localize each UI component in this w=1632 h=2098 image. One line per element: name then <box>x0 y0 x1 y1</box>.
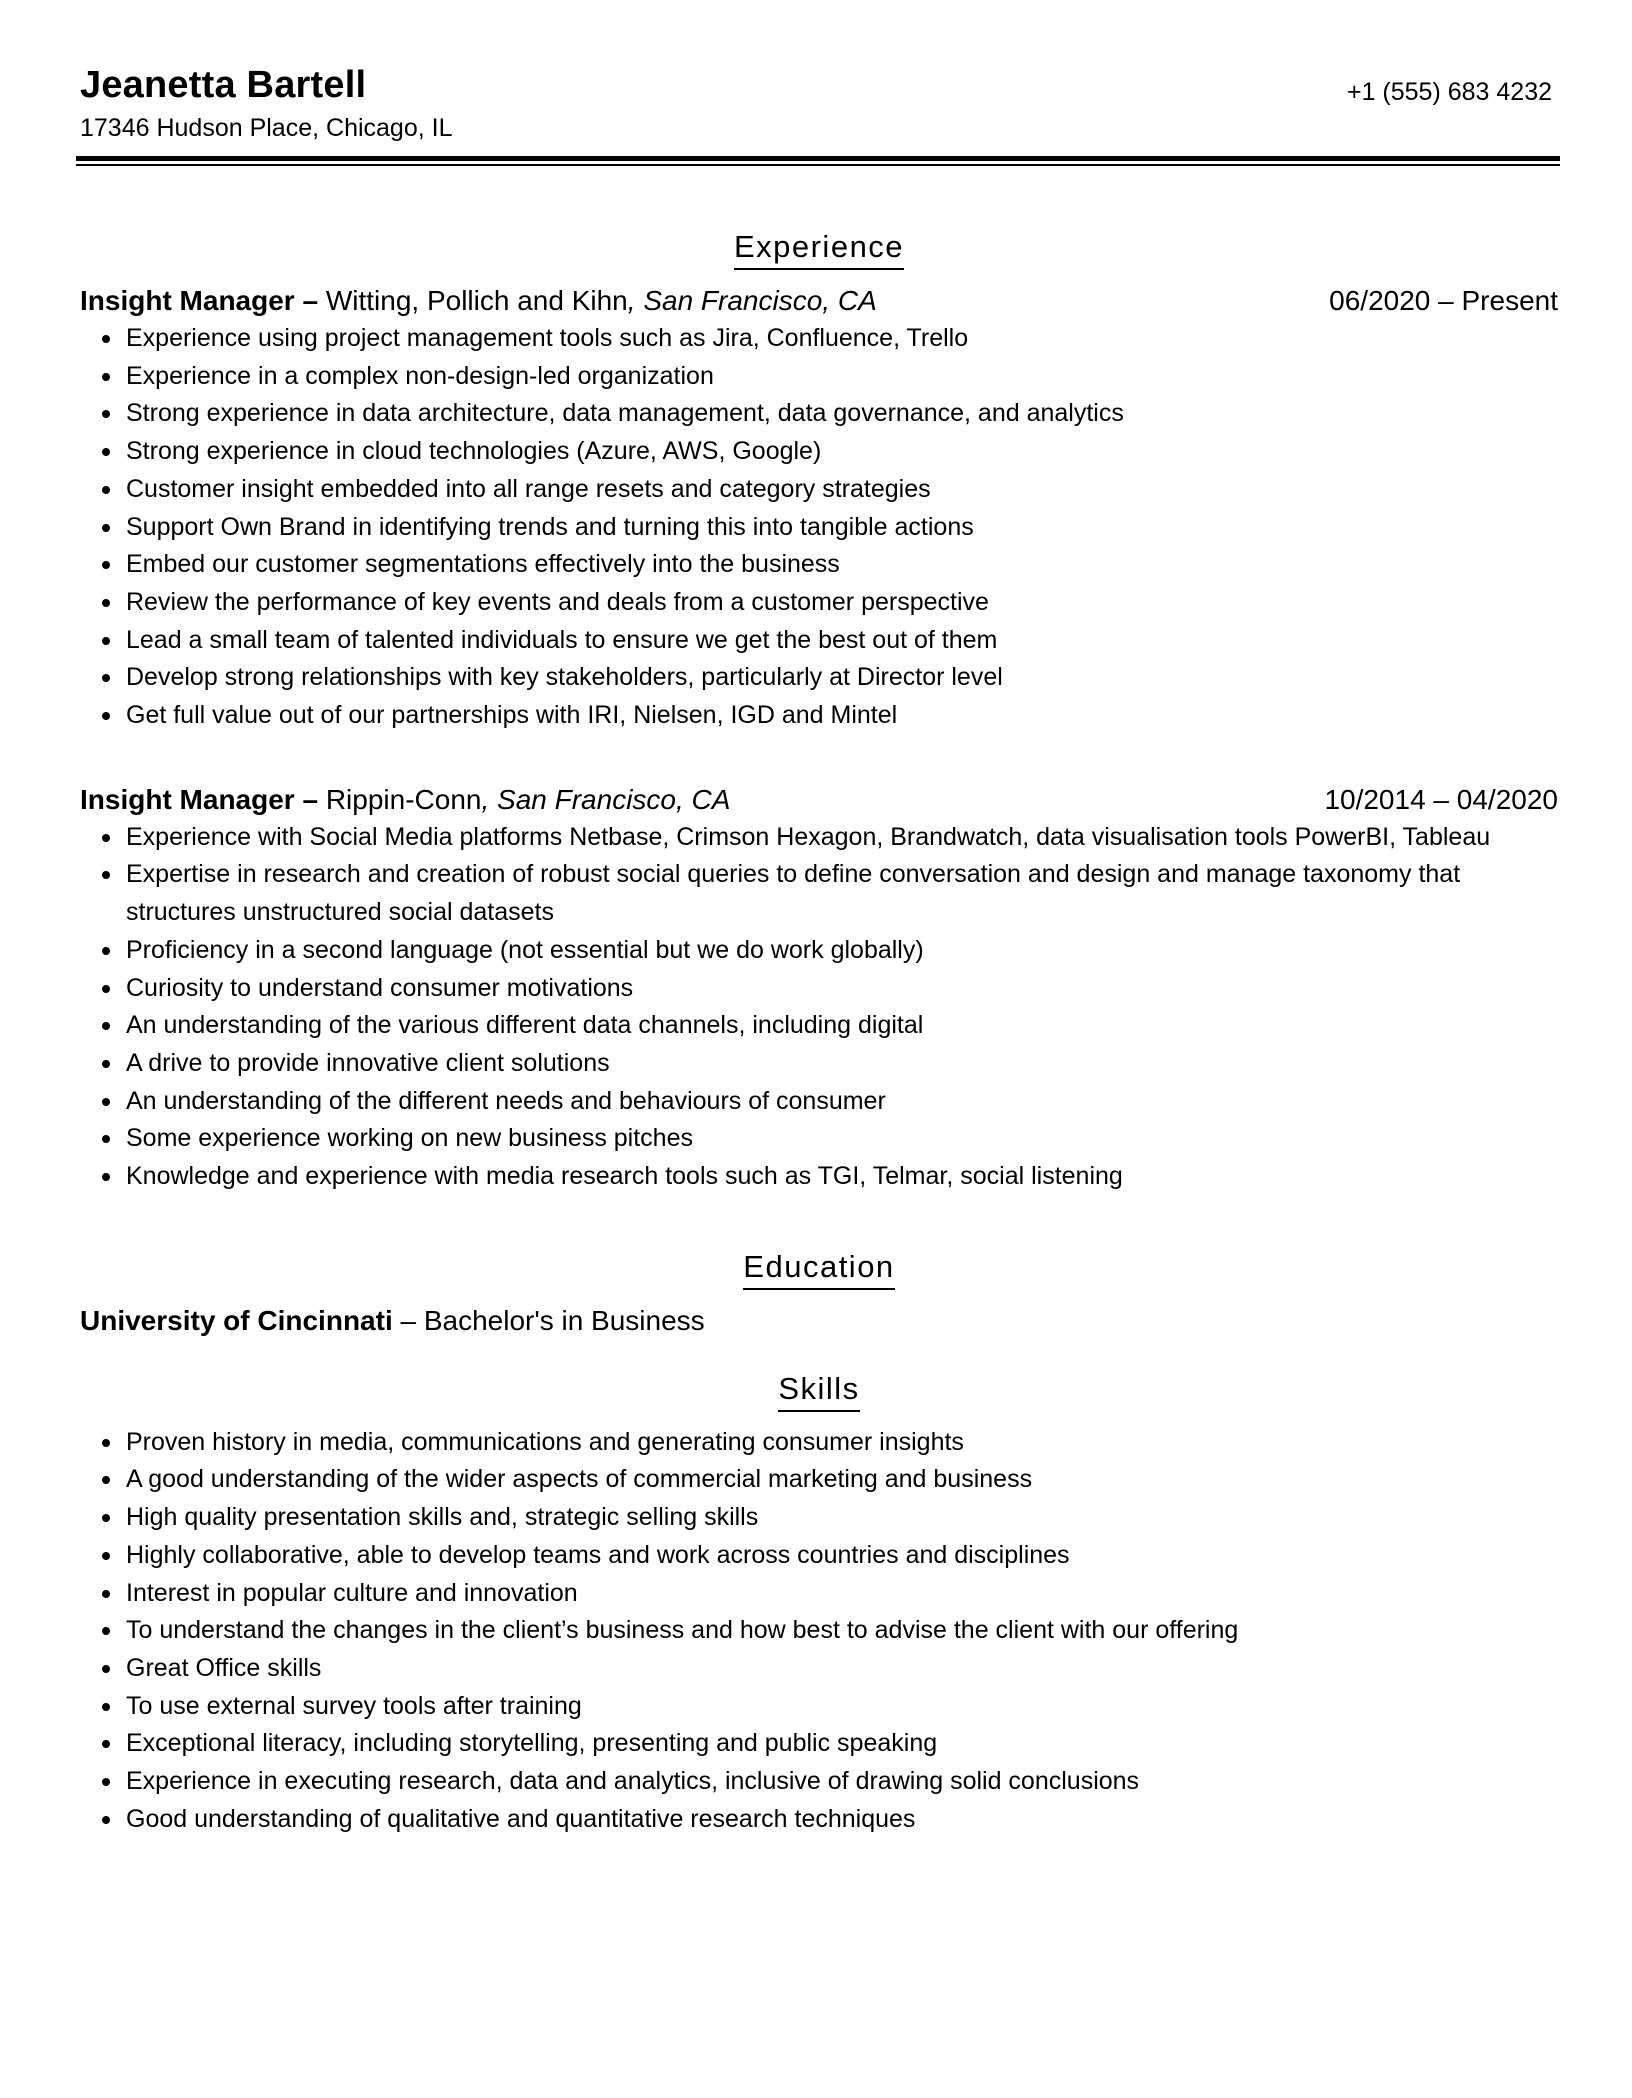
education-heading: Education <box>80 1248 1558 1290</box>
job-bullets <box>80 819 1558 1196</box>
bullet-item: Experience using project management tools such as Jira, Confluence, Trello <box>80 320 1558 358</box>
resume-header <box>80 60 1558 148</box>
job-entry <box>80 781 1558 1196</box>
bullet-item: Lead a small team of talented individuals to ensure we get the best out of them <box>80 622 1558 660</box>
job-company: Witting, Pollich and Kihn <box>318 285 628 316</box>
job-header <box>80 781 1558 819</box>
job-role: Insight Manager – <box>80 783 319 815</box>
job-dates: 10/2014 – 04/2020 <box>1324 783 1558 815</box>
skill-item: Experience in executing research, data and analytics, inclusive of drawing solid conclusions <box>80 1763 1558 1801</box>
bullet-item: Strong experience in data architecture, data management, data governance, and analytics <box>80 395 1558 433</box>
header-divider-thin <box>76 164 1560 166</box>
bullet-item: Experience with Social Media platforms Netbase, Crimson Hexagon, Brandwatch, data visualisation tools PowerBI, Tableau <box>80 819 1558 857</box>
skill-item: High quality presentation skills and, strategic selling skills <box>80 1499 1558 1537</box>
skill-item: Highly collaborative, able to develop teams and work across countries and disciplines <box>80 1537 1558 1575</box>
job-location: , San Francisco, CA <box>481 783 731 815</box>
bullet-item: Get full value out of our partnerships with IRI, Nielsen, IGD and Mintel <box>80 697 1558 735</box>
bullet-item: Expertise in research and creation of robust social queries to define conversation and design and manage taxonomy that structures unstructured social datasets <box>80 856 1558 931</box>
bullet-item: Embed our customer segmentations effectively into the business <box>80 546 1558 584</box>
bullet-item: An understanding of the different needs and behaviours of consumer <box>80 1083 1558 1121</box>
bullet-item: An understanding of the various different data channels, including digital <box>80 1007 1558 1045</box>
job-entry <box>80 282 1558 735</box>
bullet-item: Develop strong relationships with key stakeholders, particularly at Director level <box>80 659 1558 697</box>
school-name: University of Cincinnati <box>80 1304 393 1336</box>
job-location: , San Francisco, CA <box>627 285 877 316</box>
skills-list <box>80 1424 1558 1839</box>
education-entry <box>80 1302 1558 1340</box>
job-company: Rippin-Conn <box>318 783 482 815</box>
skill-item: Exceptional literacy, including storytelling, presenting and public speaking <box>80 1725 1558 1763</box>
resume-page <box>80 60 1558 1839</box>
skill-item: Good understanding of qualitative and quantitative research techniques <box>80 1801 1558 1839</box>
skill-item: Great Office skills <box>80 1650 1558 1688</box>
candidate-name: Jeanetta Bartell <box>80 64 367 106</box>
skill-item: A good understanding of the wider aspects of commercial marketing and business <box>80 1461 1558 1499</box>
bullet-item: Knowledge and experience with media research tools such as TGI, Telmar, social listening <box>80 1158 1558 1196</box>
skill-item: To use external survey tools after training <box>80 1688 1558 1726</box>
bullet-item: Some experience working on new business pitches <box>80 1120 1558 1158</box>
skill-item: To understand the changes in the client’s business and how best to advise the client with our offering <box>80 1612 1558 1650</box>
bullet-item: Strong experience in cloud technologies (Azure, AWS, Google) <box>80 433 1558 471</box>
candidate-phone: +1 (555) 683 4232 <box>1346 78 1552 106</box>
bullet-item: Experience in a complex non-design-led organization <box>80 358 1558 396</box>
skill-item: Interest in popular culture and innovation <box>80 1575 1558 1613</box>
job-dates: 06/2020 – Present <box>1329 285 1558 316</box>
bullet-item: Support Own Brand in identifying trends and turning this into tangible actions <box>80 509 1558 547</box>
skill-item: Proven history in media, communications and generating consumer insights <box>80 1424 1558 1462</box>
candidate-address: 17346 Hudson Place, Chicago, IL <box>80 114 453 142</box>
job-header <box>80 282 1558 320</box>
job-bullets <box>80 320 1558 735</box>
bullet-item: A drive to provide innovative client solutions <box>80 1045 1558 1083</box>
experience-heading: Experience <box>80 228 1558 270</box>
bullet-item: Curiosity to understand consumer motivations <box>80 970 1558 1008</box>
job-role: Insight Manager – <box>80 285 319 316</box>
header-divider-thick <box>76 156 1560 161</box>
bullet-item: Review the performance of key events and deals from a customer perspective <box>80 584 1558 622</box>
skills-heading: Skills <box>80 1370 1558 1412</box>
degree: – Bachelor's in Business <box>392 1304 705 1336</box>
bullet-item: Customer insight embedded into all range resets and category strategies <box>80 471 1558 509</box>
bullet-item: Proficiency in a second language (not essential but we do work globally) <box>80 932 1558 970</box>
